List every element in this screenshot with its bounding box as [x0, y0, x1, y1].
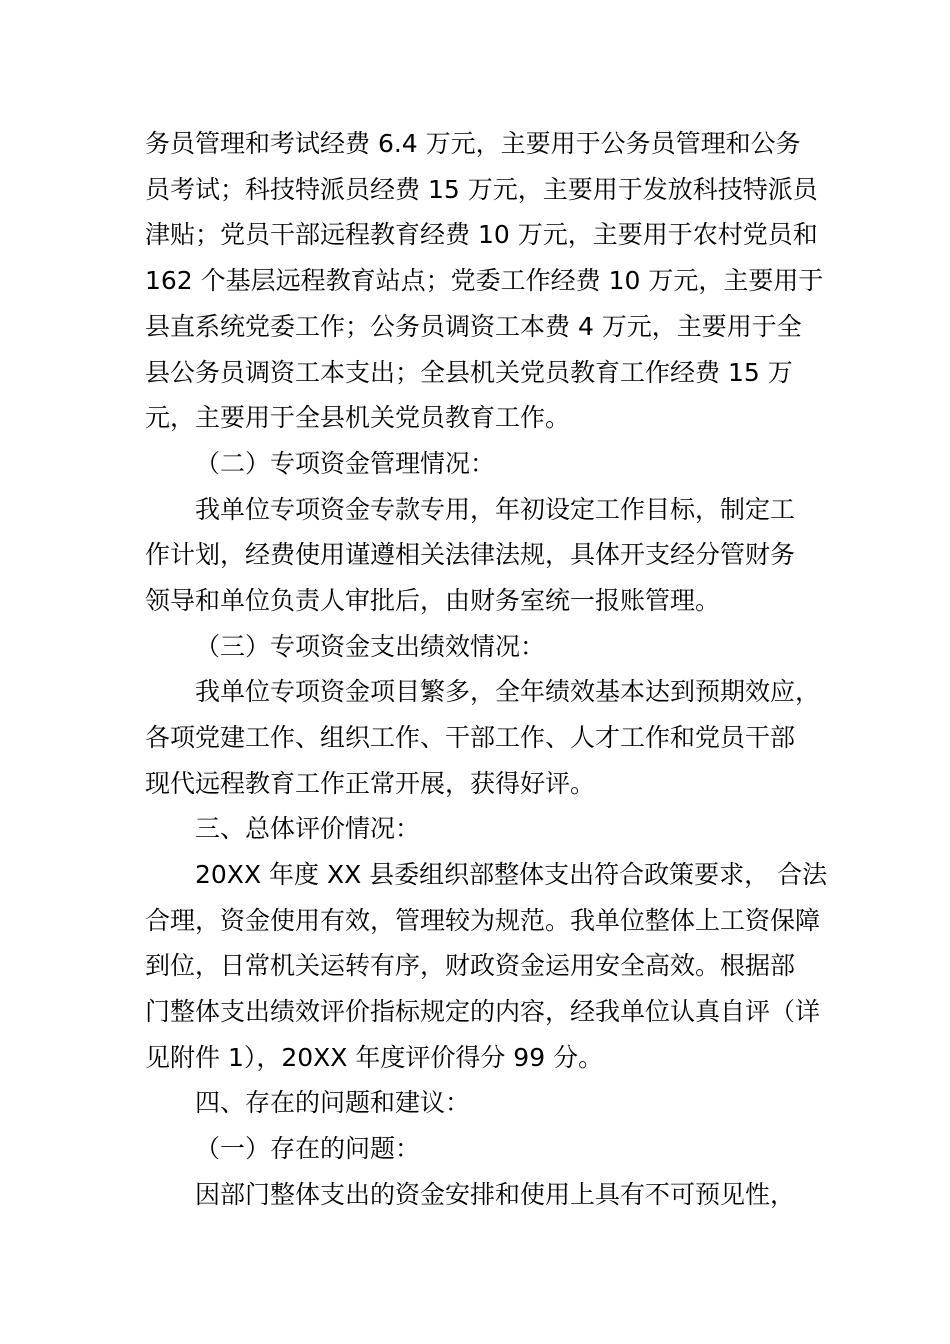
section-heading: （一）存在的问题：: [195, 1134, 421, 1163]
body-line: 各项党建工作、组织工作、干部工作、人才工作和党员干部: [145, 723, 796, 752]
body-line: 到位，日常机关运转有序，财政资金运用安全高效。根据部: [145, 951, 796, 980]
body-line: 作计划，经费使用谨遵相关法律法规，具体开支经分管财务: [145, 540, 796, 569]
body-line: 元，主要用于全县机关党员教育工作。: [145, 403, 571, 432]
section-heading: （二）专项资金管理情况：: [195, 449, 496, 478]
body-line: 见附件 1），20XX 年度评价得分 99 分。: [145, 1043, 604, 1072]
body-line: 门整体支出绩效评价指标规定的内容，经我单位认真自评（详: [145, 997, 821, 1026]
paragraph-first-line: 我单位专项资金项目繁多，全年绩效基本达到预期效应，: [195, 677, 821, 706]
body-line: 津贴；党员干部远程教育经费 10 万元，主要用于农村党员和: [145, 220, 818, 249]
body-line: 现代远程教育工作正常开展，获得好评。: [145, 769, 596, 798]
body-line: 领导和单位负责人审批后，由财务室统一报账管理。: [145, 586, 721, 615]
body-line: 县公务员调资工本支出；全县机关党员教育工作经费 15 万: [145, 358, 793, 387]
body-line: 162 个基层远程教育站点；党委工作经费 10 万元，主要用于: [145, 266, 824, 295]
body-line: 务员管理和考试经费 6.4 万元，主要用于公务员管理和公务: [145, 129, 801, 158]
paragraph-first-line: 20XX 年度 XX 县委组织部整体支出符合政策要求， 合法: [195, 860, 828, 889]
section-heading: 四、存在的问题和建议：: [195, 1088, 471, 1117]
section-heading: （三）专项资金支出绩效情况：: [195, 632, 546, 661]
section-heading: 三、总体评价情况：: [195, 814, 421, 843]
paragraph-first-line: 因部门整体支出的资金安排和使用上具有不可预见性，: [195, 1180, 796, 1209]
body-line: 县直系统党委工作；公务员调资工本费 4 万元，主要用于全: [145, 312, 802, 341]
paragraph-first-line: 我单位专项资金专款专用，年初设定工作目标，制定工: [195, 495, 796, 524]
body-line: 合理，资金使用有效，管理较为规范。我单位整体上工资保障: [145, 906, 821, 935]
body-line: 员考试；科技特派员经费 15 万元，主要用于发放科技特派员: [145, 175, 818, 204]
